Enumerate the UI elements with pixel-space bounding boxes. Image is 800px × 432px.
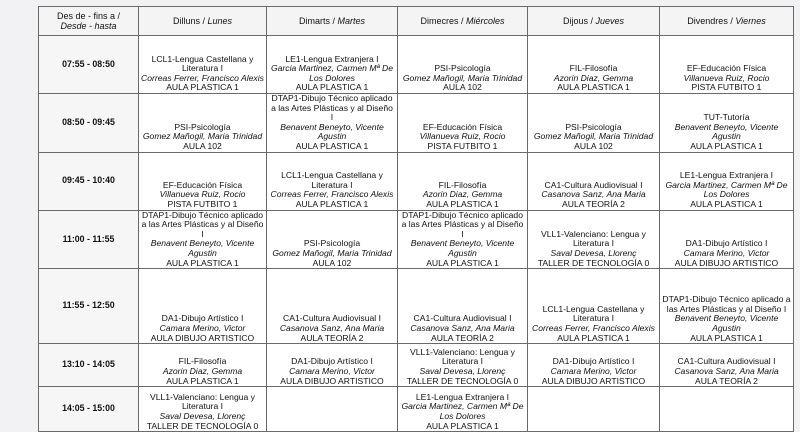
teacher-name: Villanueva Ruiz, Rocio xyxy=(419,131,506,142)
room-name: AULA TEORÍA 2 xyxy=(562,198,625,209)
room-name: TALLER DE TECNOLOGÍA 0 xyxy=(146,420,259,431)
teacher-name: Correas Ferrer, Francisco Alexis xyxy=(532,322,655,333)
teacher-name: Azorin Diaz, Gemma xyxy=(553,72,634,83)
subject-name: DA1-Dibujo Artístico I xyxy=(552,356,635,367)
subject-name: PSI-Psicología xyxy=(174,121,231,132)
room-name: AULA PLASTICA 1 xyxy=(690,140,763,151)
subject-name: EF-Educación Física xyxy=(686,63,767,74)
subject-name: CA1-Cultura Audiovisual I xyxy=(544,179,643,190)
subject-name: LE1-Lengua Extranjera I xyxy=(415,391,510,402)
room-name: PISTA FUTBITO 1 xyxy=(691,82,762,93)
room-name: AULA TEORÍA 2 xyxy=(695,375,758,386)
day-header-friday: Divendres / Viernes xyxy=(660,7,794,36)
subject-name: PSI-Psicología xyxy=(434,63,491,74)
corner-header xyxy=(39,7,139,36)
subject-name: EF-Educación Física xyxy=(162,179,243,190)
subject-name: VLL1-Valenciano: Lengua y Literatura I xyxy=(150,391,255,412)
lesson-cell-wednesday xyxy=(398,152,528,210)
teacher-name: Benavent Beneyto, Vicente Agustin xyxy=(674,121,779,142)
room-name: AULA DIBUJO ARTISTICO xyxy=(541,375,646,386)
time-slot: 11:55 - 12:50 xyxy=(39,269,139,344)
teacher-name: Azorin Diaz, Gemma xyxy=(422,189,503,200)
teacher-name: Garcia Martinez, Carmen Mª De Los Dolores xyxy=(270,63,394,83)
room-name: AULA DIBUJO ARTISTICO xyxy=(280,375,384,386)
teacher-name: Saval Devesa, Llorenç xyxy=(419,365,506,376)
room-name: AULA PLASTICA 1 xyxy=(166,257,239,268)
subject-name: EF-Educación Física xyxy=(422,121,503,132)
lesson-cell-friday xyxy=(660,210,794,269)
lesson-cell-friday xyxy=(660,344,794,387)
day-header-tuesday: Dimarts / Martes xyxy=(267,7,398,36)
lesson-cell-wednesday xyxy=(398,94,528,153)
teacher-name: Villanueva Ruiz, Rocio xyxy=(683,72,770,83)
lesson-cell-friday xyxy=(660,152,794,210)
time-slot: 13:10 - 14:05 xyxy=(39,344,139,387)
teacher-name: Garcia Martinez, Carmen Mª De Los Dolores xyxy=(665,179,788,200)
timetable-row xyxy=(39,152,794,210)
subject-name: PSI-Psicología xyxy=(565,121,622,132)
room-name: AULA PLASTICA 1 xyxy=(295,198,369,209)
timetable-row xyxy=(39,36,794,94)
subject-name: LCL1-Lengua Castellana y Literatura I xyxy=(281,170,383,190)
lesson-cell-friday xyxy=(660,36,794,94)
time-slot: 11:00 - 11:55 xyxy=(39,210,139,269)
room-name: AULA PLASTICA 1 xyxy=(426,198,499,209)
lesson-cell-tuesday xyxy=(267,344,398,387)
corner-header-bottom: Desde - hasta xyxy=(60,21,117,31)
time-slot: 14:05 - 15:00 xyxy=(39,387,139,432)
teacher-name: Casanova Sanz, Ana Maria xyxy=(541,189,646,200)
lesson-cell-thursday xyxy=(528,152,660,210)
room-name: TALLER DE TECNOLOGÍA 0 xyxy=(406,375,519,386)
header-row xyxy=(39,7,794,36)
room-name: AULA PLASTICA 1 xyxy=(557,82,630,93)
corner-header-top: Des de - fins a / xyxy=(56,11,121,21)
room-name: AULA DIBUJO ARTISTICO xyxy=(150,332,255,343)
teacher-name: Gomez Mañogil, Maria Trinidad xyxy=(142,131,263,142)
lesson-cell-monday xyxy=(139,387,267,432)
teacher-name: Benavent Beneyto, Vicente Agustin xyxy=(280,121,384,142)
subject-name: TUT-Tutoría xyxy=(703,112,750,123)
room-name: AULA PLASTICA 1 xyxy=(166,375,239,386)
subject-name: DTAP1-Dibujo Técnico aplicado a las Artes Plásticas y al Diseño I xyxy=(401,210,524,239)
subject-name: LCL1-Lengua Castellana y Literatura I xyxy=(542,303,645,324)
lesson-cell-thursday xyxy=(528,344,660,387)
lesson-cell-tuesday xyxy=(267,94,398,153)
teacher-name: Casanova Sanz, Ana Maria xyxy=(279,322,385,333)
day-header-monday: Dilluns / Lunes xyxy=(139,7,267,36)
subject-name: CA1-Cultura Audiovisual I xyxy=(413,313,512,324)
room-name: TALLER DE TECNOLOGÍA 0 xyxy=(537,257,650,268)
subject-name: DA1-Dibujo Artístico I xyxy=(161,313,244,324)
room-name: AULA DIBUJO ARTISTICO xyxy=(674,257,779,268)
lesson-cell-wednesday xyxy=(398,36,528,94)
room-name: AULA 102 xyxy=(574,140,613,151)
lesson-cell-friday xyxy=(660,269,794,344)
lesson-cell-thursday xyxy=(528,94,660,153)
lesson-cell-monday xyxy=(139,210,267,269)
room-name: AULA PLASTICA 1 xyxy=(690,332,763,343)
lesson-cell-monday xyxy=(139,152,267,210)
subject-name: VLL1-Valenciano: Lengua y Literatura I xyxy=(410,346,515,367)
timetable-row xyxy=(39,94,794,153)
teacher-name: Gomez Mañogil, Maria Trinidad xyxy=(533,131,654,142)
room-name: PISTA FUTBITO 1 xyxy=(167,198,238,209)
timetable-row xyxy=(39,387,794,432)
subject-name: CA1-Cultura Audiovisual I xyxy=(283,313,381,324)
lesson-cell-friday xyxy=(660,387,794,432)
teacher-name: Villanueva Ruiz, Rocio xyxy=(159,189,246,200)
room-name: AULA PLASTICA 1 xyxy=(426,420,499,431)
lesson-cell-monday xyxy=(139,36,267,94)
room-name: AULA PLASTICA 1 xyxy=(295,140,369,151)
lesson-cell-tuesday xyxy=(267,269,398,344)
lesson-cell-wednesday xyxy=(398,344,528,387)
teacher-name: Correas Ferrer, Francisco Alexis xyxy=(270,189,394,200)
room-name: AULA 102 xyxy=(312,257,352,268)
room-name: PISTA FUTBITO 1 xyxy=(427,140,498,151)
lesson-cell-monday xyxy=(139,94,267,153)
lesson-cell-tuesday xyxy=(267,152,398,210)
room-name: AULA 102 xyxy=(443,82,482,93)
subject-name: LE1-Lengua Extranjera I xyxy=(679,170,774,181)
lesson-cell-thursday xyxy=(528,36,660,94)
lesson-cell-wednesday xyxy=(398,269,528,344)
subject-name: DA1-Dibujo Artístico I xyxy=(291,356,373,367)
room-name: AULA TEORÍA 2 xyxy=(431,332,494,343)
teacher-name: Benavent Beneyto, Vicente Agustin xyxy=(674,313,779,333)
subject-name: DTAP1-Dibujo Técnico aplicado a las Artes Plásticas y al Diseño I xyxy=(141,210,264,239)
teacher-name: Camara Merino, Victor xyxy=(683,247,770,258)
subject-name: LE1-Lengua Extranjera I xyxy=(285,53,379,64)
day-header-wednesday: Dimecres / Miércoles xyxy=(398,7,528,36)
teacher-name: Garcia Martinez, Carmen Mª De Los Dolores xyxy=(401,401,524,421)
subject-name: CA1-Cultura Audiovisual I xyxy=(677,356,776,367)
room-name: AULA PLASTICA 1 xyxy=(690,198,763,209)
lesson-cell-friday xyxy=(660,94,794,153)
teacher-name: Azorin Diaz, Gemma xyxy=(162,365,243,376)
time-slot: 07:55 - 08:50 xyxy=(39,36,139,94)
day-header-thursday: Dijous / Jueves xyxy=(528,7,660,36)
time-slot: 08:50 - 09:45 xyxy=(39,94,139,153)
lesson-cell-monday xyxy=(139,269,267,344)
teacher-name: Casanova Sanz, Ana Maria xyxy=(674,365,779,376)
subject-name: VLL1-Valenciano: Lengua y Literatura I xyxy=(541,228,646,249)
subject-name: FIL-Filosofía xyxy=(178,356,227,367)
timetable-row xyxy=(39,269,794,344)
room-name: AULA PLASTICA 1 xyxy=(295,82,369,93)
teacher-name: Benavent Beneyto, Vicente Agustin xyxy=(150,238,255,258)
room-name: AULA TEORÍA 2 xyxy=(300,332,364,343)
subject-name: LCL1-Lengua Castellana y Literatura I xyxy=(151,53,254,74)
teacher-name: Gomez Mañogil, Maria Trinidad xyxy=(272,247,392,258)
teacher-name: Gomez Mañogil, Maria Trinidad xyxy=(402,72,523,83)
room-name: AULA 102 xyxy=(183,140,222,151)
teacher-name: Camara Merino, Victor xyxy=(159,322,246,333)
subject-name: FIL-Filosofía xyxy=(569,63,618,74)
subject-name: PSI-Psicología xyxy=(303,238,361,249)
teacher-name: Benavent Beneyto, Vicente Agustin xyxy=(410,238,515,258)
timetable-row xyxy=(39,344,794,387)
subject-name: DTAP1-Dibujo Técnico aplicado a las Artes Plásticas y al Diseño I xyxy=(662,294,791,314)
teacher-name: Casanova Sanz, Ana Maria xyxy=(410,322,515,333)
lesson-cell-thursday xyxy=(528,269,660,344)
room-name: AULA PLASTICA 1 xyxy=(166,82,239,93)
teacher-name: Saval Devesa, Llorenç xyxy=(550,247,637,258)
subject-name: FIL-Filosofía xyxy=(438,179,487,190)
time-slot: 09:45 - 10:40 xyxy=(39,152,139,210)
lesson-cell-monday xyxy=(139,344,267,387)
teacher-name: Saval Devesa, Llorenç xyxy=(159,410,246,421)
teacher-name: Camara Merino, Victor xyxy=(289,365,375,376)
room-name: AULA PLASTICA 1 xyxy=(426,257,499,268)
lesson-cell-thursday xyxy=(528,210,660,269)
lesson-cell-tuesday xyxy=(267,210,398,269)
lesson-cell-wednesday xyxy=(398,387,528,432)
teacher-name: Correas Ferrer, Francisco Alexis xyxy=(141,72,264,83)
room-name: AULA PLASTICA 1 xyxy=(557,332,630,343)
lesson-cell-wednesday xyxy=(398,210,528,269)
teacher-name: Camara Merino, Victor xyxy=(550,365,637,376)
lesson-cell-thursday xyxy=(528,387,660,432)
timetable-row xyxy=(39,210,794,269)
lesson-cell-tuesday xyxy=(267,387,398,432)
timetable xyxy=(38,6,794,432)
subject-name: DA1-Dibujo Artístico I xyxy=(685,238,768,249)
subject-name: DTAP1-Dibujo Técnico aplicado a las Artes Plásticas y al Diseño I xyxy=(271,93,393,123)
lesson-cell-tuesday xyxy=(267,36,398,94)
